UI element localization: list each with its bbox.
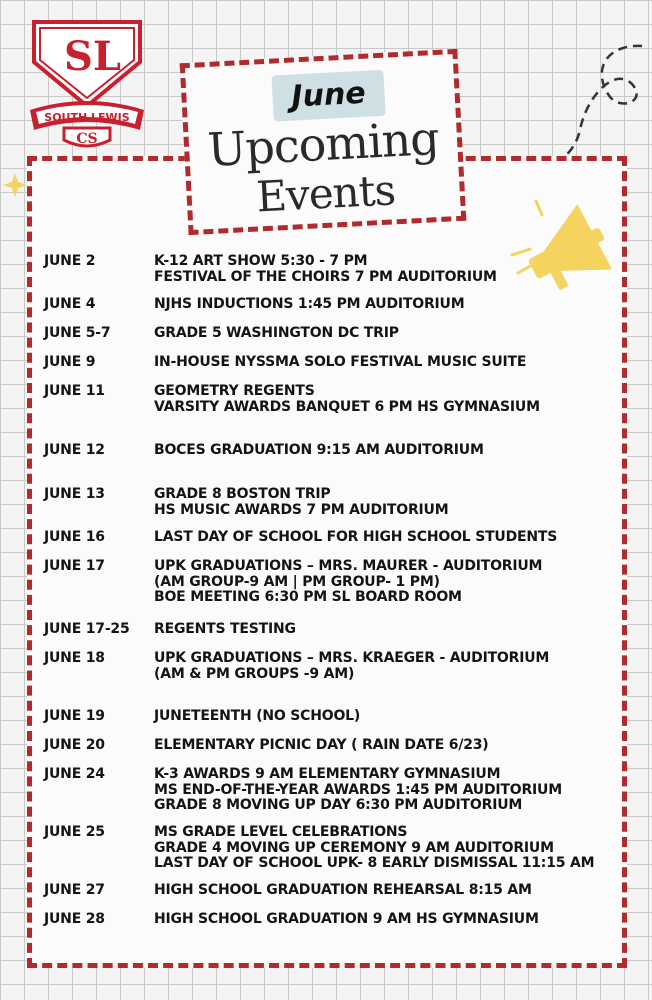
event-line: K-3 AWARDS 9 AM ELEMENTARY GYMNASIUM — [154, 766, 501, 782]
event-date: JUNE 9 — [44, 354, 96, 370]
event-line: NJHS INDUCTIONS 1:45 PM AUDITORIUM — [154, 296, 465, 312]
event-line: (AM & PM GROUPS -9 AM) — [154, 665, 355, 682]
event-date: JUNE 12 — [44, 442, 105, 458]
event-description — [154, 912, 624, 928]
logo-banner-text: SOUTH LEWIS — [44, 111, 130, 124]
event-line: REGENTS TESTING — [154, 621, 296, 637]
event-line: ELEMENTARY PICNIC DAY ( RAIN DATE 6/23) — [154, 737, 489, 753]
event-date: JUNE 17 — [44, 558, 105, 574]
event-line: GRADE 4 MOVING UP CEREMONY 9 AM AUDITORIUM — [154, 839, 554, 856]
event-line: IN-HOUSE NYSSMA SOLO FESTIVAL MUSIC SUITE — [154, 354, 527, 370]
event-description — [154, 530, 624, 546]
event-line: MS GRADE LEVEL CELEBRATIONS — [154, 824, 408, 840]
month-label: June — [271, 70, 385, 122]
event-line: UPK GRADUATIONS – MRS. KRAEGER - AUDITORIUM — [154, 650, 550, 666]
event-description — [154, 559, 624, 606]
event-date: JUNE 13 — [44, 486, 105, 502]
event-line: GRADE 8 MOVING UP DAY 6:30 PM AUDITORIUM — [154, 797, 523, 813]
event-date: JUNE 17-25 — [44, 621, 130, 637]
event-line: BOCES GRADUATION 9:15 AM AUDITORIUM — [154, 442, 484, 458]
event-date: JUNE 5-7 — [44, 325, 111, 341]
title-upcoming: Upcoming — [206, 110, 440, 178]
event-line: JUNETEENTH (NO SCHOOL) — [154, 708, 361, 724]
logo-bottom-letters: CS — [76, 131, 98, 147]
event-description — [154, 767, 624, 814]
event-line: HIGH SCHOOL GRADUATION REHEARSAL 8:15 AM — [154, 882, 532, 898]
event-description — [154, 709, 624, 725]
event-line: FESTIVAL OF THE CHOIRS 7 PM AUDITORIUM — [154, 268, 497, 285]
event-description — [154, 651, 624, 682]
event-description — [154, 254, 624, 285]
event-date: JUNE 4 — [44, 296, 96, 312]
event-date: JUNE 20 — [44, 737, 105, 753]
event-description — [154, 297, 624, 313]
event-description — [154, 622, 624, 638]
event-description — [154, 487, 624, 518]
event-date: JUNE 18 — [44, 650, 105, 666]
event-date: JUNE 24 — [44, 766, 105, 782]
event-line: GRADE 5 WASHINGTON DC TRIP — [154, 325, 399, 341]
event-line: K-12 ART SHOW 5:30 - 7 PM — [154, 253, 368, 269]
event-description — [154, 326, 624, 342]
event-date: JUNE 19 — [44, 708, 105, 724]
event-date: JUNE 2 — [44, 253, 96, 269]
event-line: LAST DAY OF SCHOOL FOR HIGH SCHOOL STUDENTS — [154, 529, 558, 545]
event-line: GRADE 8 BOSTON TRIP — [154, 486, 331, 502]
event-line: HIGH SCHOOL GRADUATION 9 AM HS GYMNASIUM — [154, 911, 539, 927]
event-line: BOE MEETING 6:30 PM SL BOARD ROOM — [154, 589, 462, 605]
event-line: UPK GRADUATIONS – MRS. MAURER - AUDITORIUM — [154, 558, 543, 574]
event-line: MS END-OF-THE-YEAR AWARDS 1:45 PM AUDITORIUM — [154, 781, 562, 798]
event-description — [154, 883, 624, 899]
event-description — [154, 443, 624, 459]
logo-letter-s: SL — [64, 33, 122, 80]
title-events: Events — [255, 165, 397, 222]
event-line: HS MUSIC AWARDS 7 PM AUDITORIUM — [154, 501, 449, 518]
event-description — [154, 355, 624, 371]
event-date: JUNE 27 — [44, 882, 105, 898]
event-date: JUNE 11 — [44, 383, 105, 399]
event-description — [154, 825, 624, 872]
event-line: LAST DAY OF SCHOOL UPK- 8 EARLY DISMISSAL 11:15 AM — [154, 855, 595, 871]
event-date: JUNE 28 — [44, 911, 105, 927]
event-date: JUNE 25 — [44, 824, 105, 840]
event-line: VARSITY AWARDS BANQUET 6 PM HS GYMNASIUM — [154, 398, 540, 415]
event-date: JUNE 16 — [44, 529, 105, 545]
event-description — [154, 384, 624, 415]
event-description — [154, 738, 624, 754]
event-line: GEOMETRY REGENTS — [154, 383, 315, 399]
event-line: (AM GROUP-9 AM | PM GROUP- 1 PM) — [154, 573, 440, 590]
